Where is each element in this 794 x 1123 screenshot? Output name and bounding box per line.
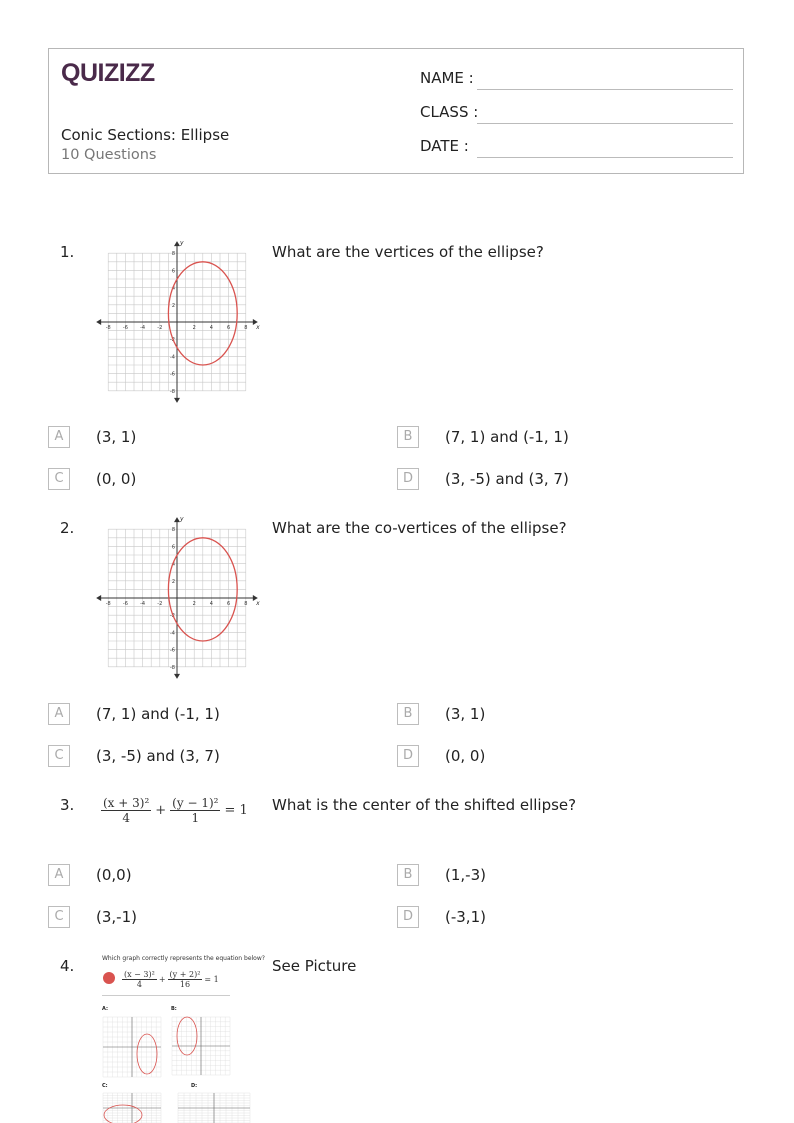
question-2-graph [96, 515, 258, 677]
x-arrow [96, 595, 101, 601]
option-text: (0,0) [96, 866, 132, 884]
option-letter: B [397, 703, 419, 725]
x-tick-label: 8 [244, 325, 248, 331]
y-tick-label: 6 [171, 268, 175, 275]
option-letter: A [48, 864, 70, 886]
question-4-number: 4. [60, 957, 75, 975]
date-field[interactable] [420, 137, 469, 155]
y-axis-label: y [180, 239, 184, 247]
question-3-equation [101, 796, 252, 825]
option-letter: C [48, 745, 70, 767]
question-1-number: 1. [60, 243, 75, 261]
choice-c-label: C: [102, 1083, 108, 1089]
pic-denominator-2: 16 [179, 980, 191, 989]
x-tick-label: -2 [157, 601, 163, 607]
eq-plus: + [155, 803, 167, 818]
option-text: (0, 0) [445, 747, 486, 765]
y-tick-label: -2 [170, 613, 175, 620]
x-arrow [96, 319, 101, 325]
picture-prompt: Which graph correctly represents the equation below? [102, 955, 265, 962]
x-tick-label: 8 [244, 601, 248, 607]
question-2-text: What are the co-vertices of the ellipse? [272, 519, 567, 537]
y-tick-label: -4 [170, 630, 175, 637]
choice-b-label: B: [171, 1006, 177, 1012]
option-text: (1,-3) [445, 866, 486, 884]
y-tick-label: 8 [171, 527, 175, 534]
option-text: (3, 1) [96, 428, 137, 446]
eq-denominator-2: 1 [191, 811, 200, 825]
x-tick-label: -6 [122, 325, 128, 331]
class-label: CLASS : [420, 103, 479, 121]
pic-numerator-2: (y + 2)² [169, 970, 201, 979]
option-letter: D [397, 468, 419, 490]
question-3-text: What is the center of the shifted ellipse? [272, 796, 577, 814]
option-letter: B [397, 864, 419, 886]
option-letter: A [48, 426, 70, 448]
option-text: (3, -5) and (3, 7) [96, 747, 220, 765]
x-tick-label: 2 [192, 601, 196, 607]
pic-numerator-1: (x − 3)² [124, 970, 155, 979]
pic-denominator-1: 4 [136, 980, 142, 989]
option-letter: A [48, 703, 70, 725]
y-tick-label: -8 [170, 664, 175, 671]
option-text: (3, 1) [445, 705, 486, 723]
option-text: (0, 0) [96, 470, 137, 488]
x-tick-label: 2 [192, 325, 196, 331]
x-tick-label: 4 [209, 325, 213, 331]
mini-ellipse [137, 1034, 157, 1074]
option-letter: D [397, 745, 419, 767]
class-field[interactable] [420, 103, 478, 121]
question-4-text: See Picture [272, 957, 357, 975]
option-text: (3, -5) and (3, 7) [445, 470, 569, 488]
x-tick-label: 4 [209, 601, 213, 607]
y-tick-label: 2 [171, 578, 175, 585]
name-label: NAME : [420, 69, 474, 87]
choice-a-label: A: [102, 1006, 108, 1012]
option-text: (-3,1) [445, 908, 486, 926]
y-tick-label: 6 [171, 544, 175, 551]
eq-numerator-1: (x + 3)² [103, 796, 150, 810]
x-tick-label: 6 [227, 601, 231, 607]
y-tick-label: 4 [171, 285, 175, 292]
pic-rhs: = 1 [204, 975, 219, 984]
x-tick-label: -2 [157, 325, 163, 331]
eq-numerator-2: (y − 1)² [172, 796, 219, 810]
question-2-number: 2. [60, 519, 75, 537]
eq-denominator-1: 4 [122, 811, 130, 825]
mini-ellipse [177, 1017, 197, 1055]
option-text: (3,-1) [96, 908, 137, 926]
question-4-picture [100, 955, 265, 1123]
y-tick-label: 8 [171, 251, 175, 258]
x-tick-label: -4 [140, 325, 146, 331]
name-field[interactable] [420, 69, 474, 87]
y-tick-label: -2 [170, 337, 175, 344]
worksheet-header [48, 48, 744, 174]
question-1-graph [96, 239, 258, 401]
date-label: DATE : [420, 137, 469, 155]
eq-rhs: = 1 [224, 803, 248, 818]
pic-plus: + [158, 975, 166, 984]
x-axis-label: x [256, 324, 260, 331]
y-tick-label: -4 [170, 354, 175, 361]
y-arrow [174, 674, 180, 679]
worksheet-title: Conic Sections: Ellipse [61, 126, 230, 144]
x-tick-label: -8 [105, 325, 111, 331]
choice-d-label: D: [191, 1083, 198, 1089]
option-letter: C [48, 468, 70, 490]
choice-graphs [100, 955, 260, 1123]
y-tick-label: -6 [170, 647, 175, 654]
option-letter: B [397, 426, 419, 448]
option-text: (7, 1) and (-1, 1) [445, 428, 569, 446]
option-text: (7, 1) and (-1, 1) [96, 705, 220, 723]
option-letter: C [48, 906, 70, 928]
x-axis-label: x [256, 600, 260, 607]
x-tick-label: -4 [140, 601, 146, 607]
y-tick-label: 2 [171, 302, 175, 309]
y-arrow [174, 398, 180, 403]
x-tick-label: -6 [122, 601, 128, 607]
x-tick-label: 6 [227, 325, 231, 331]
question-1-text: What are the vertices of the ellipse? [272, 243, 544, 261]
y-tick-label: -6 [170, 371, 175, 378]
option-letter: D [397, 906, 419, 928]
y-tick-label: 4 [171, 561, 175, 568]
question-count: 10 Questions [61, 147, 157, 163]
y-tick-label: -8 [170, 388, 175, 395]
question-3-number: 3. [60, 796, 75, 814]
x-tick-label: -8 [105, 601, 111, 607]
quizizz-logo: QUIZIZZ [61, 59, 155, 87]
y-axis-label: y [180, 515, 184, 523]
